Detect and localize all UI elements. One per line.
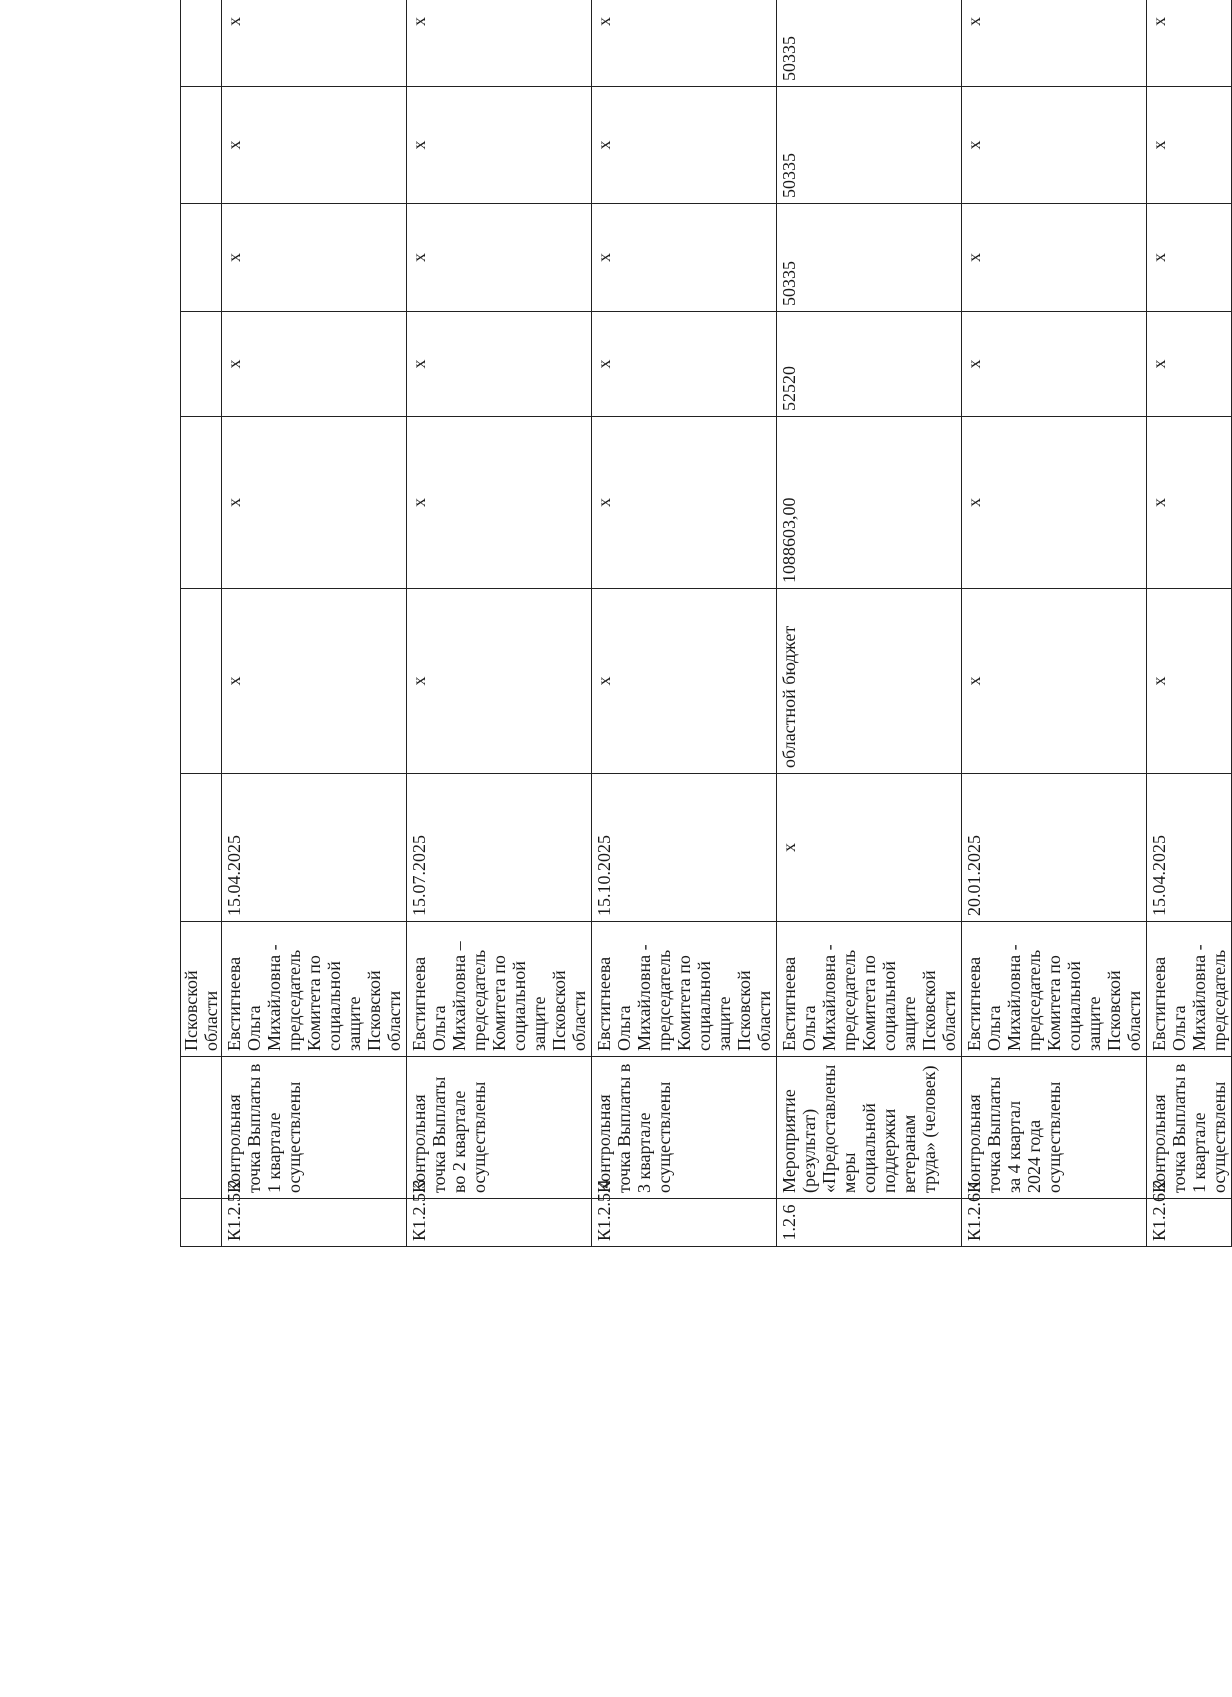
- row-value-4: х: [407, 0, 592, 87]
- row-value-1: х: [222, 312, 407, 417]
- rotated-table-container: [180, 17, 1229, 1247]
- row-value-3: 50335: [777, 87, 962, 204]
- row-date: 15.04.2025: [222, 774, 407, 922]
- row-value-1: 52520: [777, 312, 962, 417]
- row-value-2: х: [407, 204, 592, 312]
- row-value-2: х: [962, 204, 1147, 312]
- row-total: 1088603,00: [777, 417, 962, 589]
- row-date: 20.01.2025: [962, 774, 1147, 922]
- row-value-4: х: [962, 0, 1147, 87]
- row-source: х: [962, 589, 1147, 774]
- table-row: [962, 0, 1147, 1247]
- row-date: 15.10.2025: [592, 774, 777, 922]
- row-value-2: х: [592, 204, 777, 312]
- row-source: х: [222, 589, 407, 774]
- row-value-4: х: [222, 0, 407, 87]
- row-value-4: 50335: [777, 0, 962, 87]
- row-date: 15.07.2025: [407, 774, 592, 922]
- header-cell: [181, 87, 222, 204]
- row-name: Контрольная точка Выплаты в 1 квартале осуществлены: [1147, 1057, 1232, 1199]
- row-value-3: х: [592, 87, 777, 204]
- row-name: Контрольная точка Выплаты во 2 квартале осуществлены: [407, 1057, 592, 1199]
- row-total: х: [222, 417, 407, 589]
- header-cell: [181, 774, 222, 922]
- row-code: К1.2.6.2: [1147, 1199, 1232, 1247]
- row-value-3: х: [1147, 87, 1232, 204]
- row-responsible: Евстигнеева Ольга Михайловна - председатель Комитета по социальной защите Псковской области: [962, 922, 1147, 1057]
- row-value-2: х: [222, 204, 407, 312]
- header-cell: [181, 1199, 222, 1247]
- row-code: [777, 1199, 962, 1247]
- row-value-1: х: [592, 312, 777, 417]
- table-row: [592, 0, 777, 1247]
- table-row: [407, 0, 592, 1247]
- table-row-cut-off: [1147, 0, 1232, 1247]
- row-code: К1.2.5.4: [592, 1199, 777, 1247]
- row-source: х: [407, 589, 592, 774]
- row-total: х: [407, 417, 592, 589]
- table-row-result: [777, 0, 962, 1247]
- row-name: Мероприятие (результат) «Предоставлены меры социальной поддержки ветеранам труда» (человек): [777, 1057, 962, 1199]
- header-cell: [181, 589, 222, 774]
- row-value-1: х: [962, 312, 1147, 417]
- table-row: [222, 0, 407, 1247]
- header-cell: [181, 417, 222, 589]
- row-responsible: Евстигнеева Ольга Михайловна - председатель: [1147, 922, 1232, 1057]
- row-value-1: х: [1147, 312, 1232, 417]
- row-value-2: х: [1147, 204, 1232, 312]
- header-cell: [181, 1057, 222, 1199]
- row-value-1: х: [407, 312, 592, 417]
- header-cell: [181, 204, 222, 312]
- table-header-strip: [181, 0, 222, 1247]
- row-value-3: х: [962, 87, 1147, 204]
- row-value-4: х: [592, 0, 777, 87]
- header-cell: Псковской области: [181, 922, 222, 1057]
- row-source-text: областной бюджет: [779, 625, 799, 768]
- row-code-text: 1.2.6: [779, 1204, 799, 1241]
- row-name: Контрольная точка Выплаты в 1 квартале осуществлены: [222, 1057, 407, 1199]
- row-responsible: Евстигнеева Ольга Михайловна - председатель Комитета по социальной защите Псковской области: [777, 922, 962, 1057]
- program-table: [180, 0, 1232, 1247]
- header-cell: [181, 312, 222, 417]
- row-value-3: х: [407, 87, 592, 204]
- row-responsible: Евстигнеева Ольга Михайловна - председатель Комитета по социальной защите Псковской области: [222, 922, 407, 1057]
- row-source: х: [592, 589, 777, 774]
- row-responsible: Евстигнеева Ольга Михайловна - председатель Комитета по социальной защите Псковской области: [592, 922, 777, 1057]
- row-total: х: [1147, 417, 1232, 589]
- row-responsible: Евстигнеева Ольга Михайловна – председатель Комитета по социальной защите Псковской области: [407, 922, 592, 1057]
- row-code: К1.2.6.1: [962, 1199, 1147, 1247]
- row-value-4: х: [1147, 0, 1232, 87]
- header-cell: [181, 0, 222, 87]
- row-date: х: [777, 774, 962, 922]
- row-source: х: [1147, 589, 1232, 774]
- row-code: К1.2.5.2: [222, 1199, 407, 1247]
- row-code: К1.2.5.3: [407, 1199, 592, 1247]
- row-value-3: х: [222, 87, 407, 204]
- row-total: х: [962, 417, 1147, 589]
- row-name: Контрольная точка Выплаты в 3 квартале осуществлены: [592, 1057, 777, 1199]
- row-source: [777, 589, 962, 774]
- row-total: х: [592, 417, 777, 589]
- row-name: Контрольная точка Выплаты за 4 квартал 2024 года осуществлены: [962, 1057, 1147, 1199]
- row-value-2: 50335: [777, 204, 962, 312]
- row-date: 15.04.2025: [1147, 774, 1232, 922]
